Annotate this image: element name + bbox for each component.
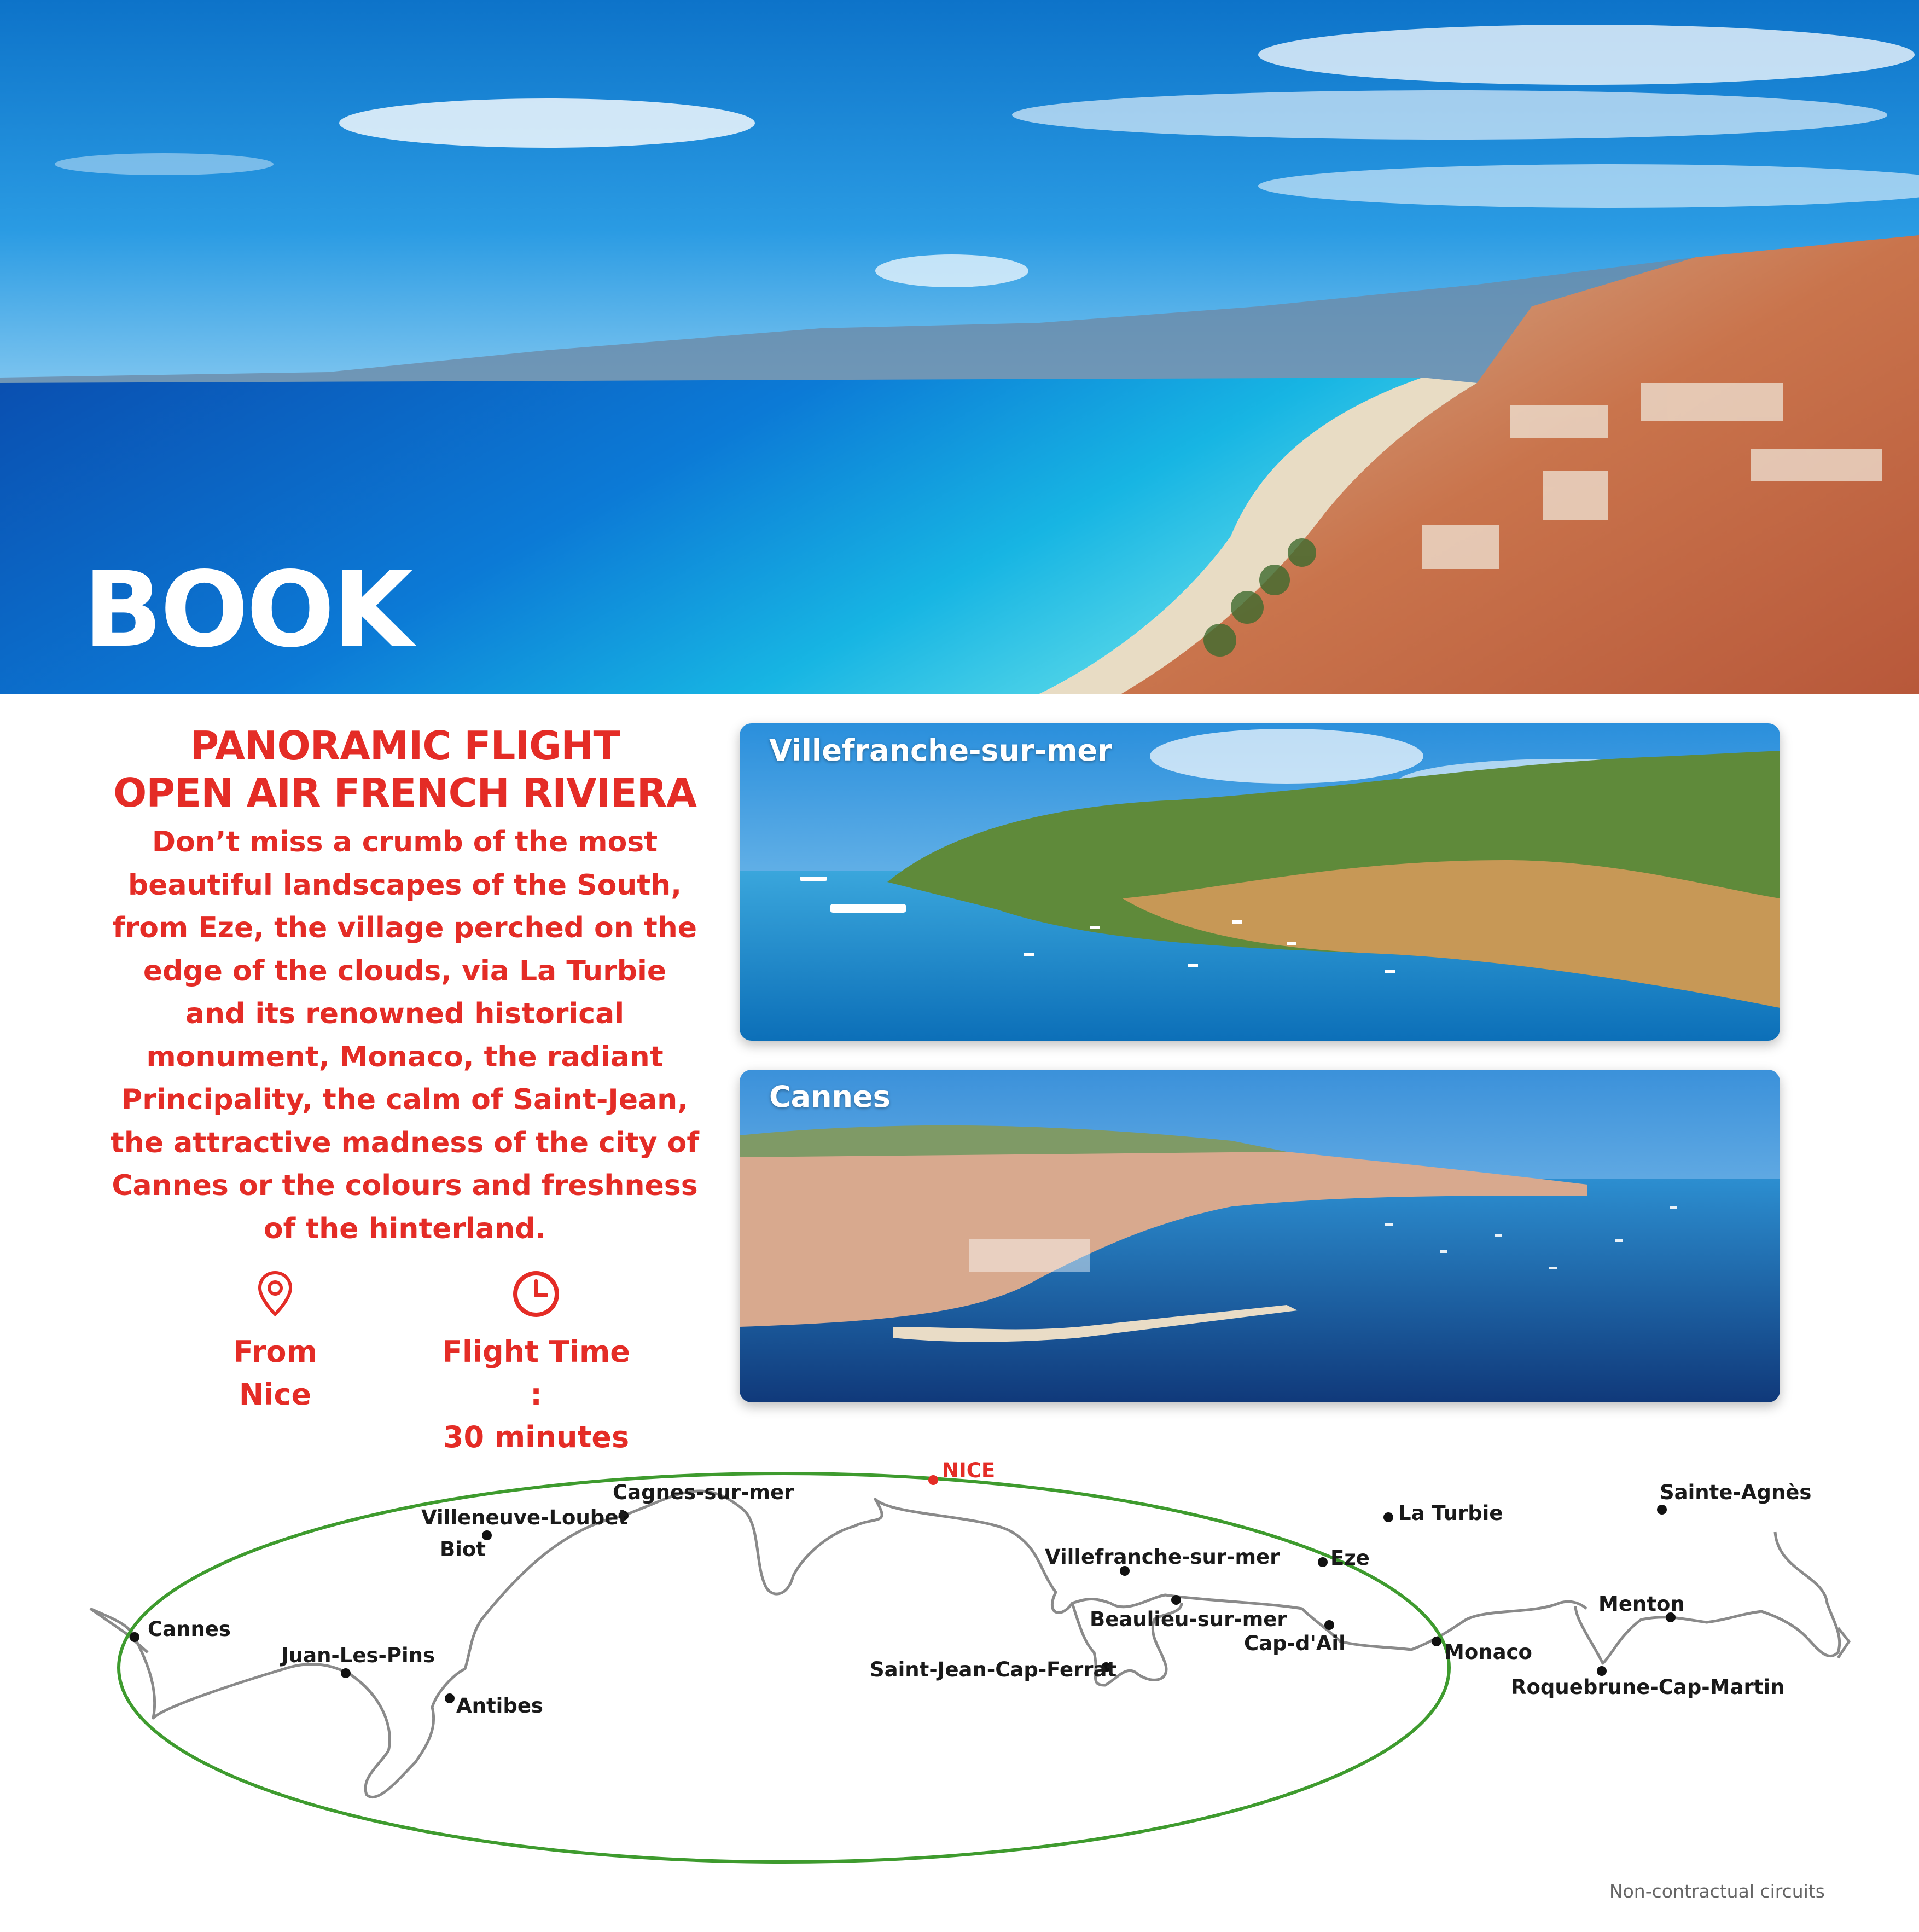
tour-title-line-2: OPEN AIR FRENCH RIVIERA [113,770,696,816]
hero-title: BOOK [83,549,411,670]
route-map [0,1434,1919,1932]
photo-label-villefranche: Villefranche-sur-mer [769,733,1112,768]
tour-info [82,722,728,1250]
photo-label-cannes: Cannes [769,1080,891,1114]
flight-time-label: Flight Time : [442,1335,630,1412]
departure-info [212,1269,338,1416]
place-menton: Menton [1598,1592,1685,1616]
tour-title [82,722,728,816]
place-roquebrune-cap-martin: Roquebrune-Cap-Martin [1511,1675,1785,1699]
flight-time-value: 30 minutes [443,1420,630,1454]
marker-monaco [1432,1637,1441,1646]
cannes-photo [740,1070,1780,1402]
place-cagnes-sur-mer: Cagnes-sur-mer [613,1481,794,1504]
place-juan-les-pins: Juan-Les-Pins [281,1644,435,1667]
flight-time-info [432,1269,640,1459]
cannes-inlet [90,1609,148,1652]
place-antibes: Antibes [456,1694,543,1718]
marker-cap-d-ail [1324,1620,1334,1630]
location-pin-icon [256,1269,294,1319]
place-monaco: Monaco [1444,1640,1532,1664]
marker-nice [928,1475,938,1485]
marker-antibes [445,1693,455,1703]
departure-value: Nice [239,1377,312,1412]
place-villefranche-sur-mer: Villefranche-sur-mer [1045,1545,1280,1569]
place-cap-d-ail: Cap-d'Ail [1244,1632,1346,1655]
hero-banner [0,0,1919,694]
tour-description: Don’t miss a crumb of the most beautiful landscapes of the South, from Eze, the village perched on the edge of the clouds, via La Turbie and its renowned historical monument, Monaco, the radiant Principality, the calm of Saint-Jean, the attractive madness of the city of Cannes or the colours and freshness of the hinterland. [111,826,699,1245]
place-la-turbie: La Turbie [1398,1501,1503,1525]
photo-card-cannes [740,1070,1780,1402]
place-biot: Biot [440,1538,486,1561]
departure-label: From [233,1335,317,1369]
place-eze: Eze [1330,1546,1370,1570]
marker-juan-les-pins [341,1668,351,1678]
clock-icon [511,1269,561,1319]
marker-roquebrune [1597,1666,1607,1676]
photo-card-villefranche [740,723,1780,1041]
tour-title-line-1: PANORAMIC FLIGHT [190,723,620,769]
place-saint-jean-cap-ferrat: Saint-Jean-Cap-Ferrat [870,1658,1117,1681]
marker-sainte-agnes [1657,1505,1667,1515]
marker-cannes [130,1632,139,1642]
place-nice: NICE [942,1459,996,1482]
place-sainte-agnes: Sainte-Agnès [1660,1481,1812,1504]
marker-eze [1318,1557,1328,1567]
marker-la-turbie [1383,1512,1393,1522]
disclaimer-note: Non-contractual circuits [1609,1881,1825,1902]
villefranche-photo [740,723,1780,1041]
place-beaulieu-sur-mer: Beaulieu-sur-mer [1090,1608,1287,1631]
place-cannes: Cannes [148,1617,231,1641]
marker-beaulieu [1171,1595,1181,1605]
flight-route [119,1473,1449,1862]
place-villeneuve-loubet: Villeneuve-Loubet [421,1506,629,1529]
